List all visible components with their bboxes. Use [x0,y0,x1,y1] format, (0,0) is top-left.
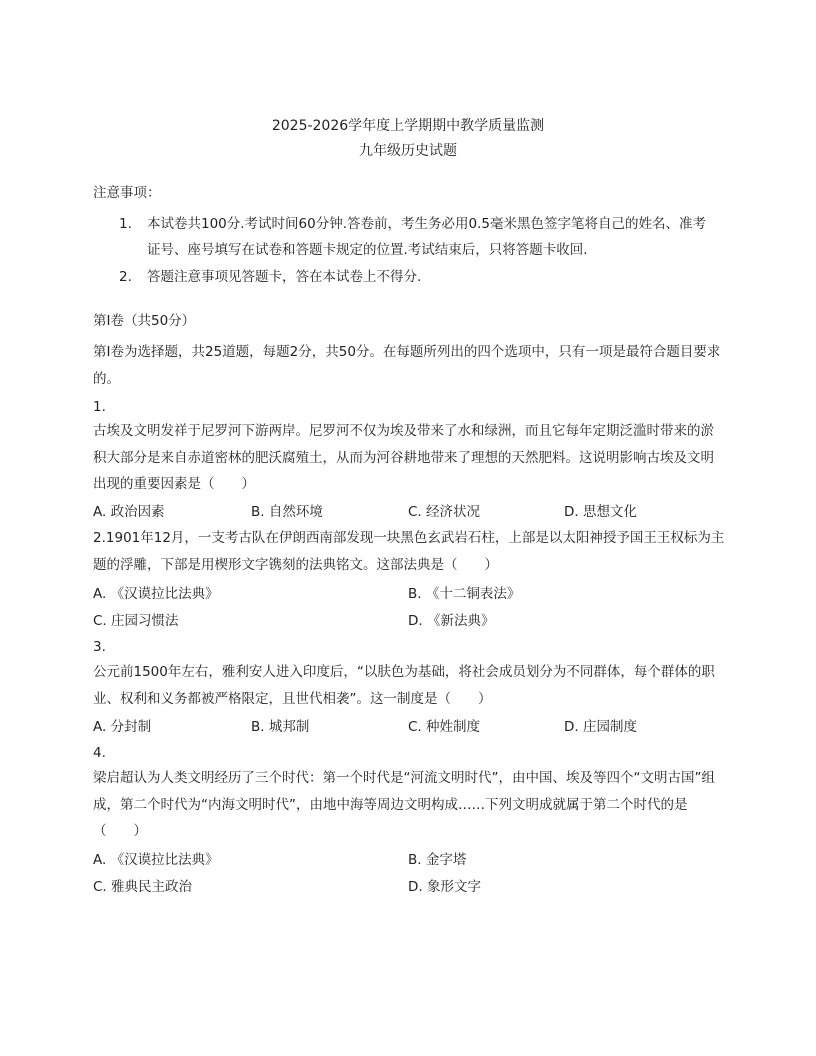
notice-heading: 注意事项： [93,185,161,201]
option-b: B. 《十二铜表法》 [408,586,521,602]
question-stem: 公元前1500年左右，雅利安人进入印度后，“以肤色为基础，将社会成员划分为不同群体，每个群体的职业、权利和义务都被严格限定，且世代相袭”。这一制度是（ ） [93,664,715,707]
question-number: 4. [93,745,106,761]
option-c: C. 经济状况 [408,504,481,520]
question-stem [93,525,725,578]
question-stem-text: 1901年12月，一支考古队在伊朗西南部发现一块黑色玄武岩石柱，上部是以太阳神授予国王王权标为主题的浮雕，下部是用楔形文字镌刻的法典铭文。这部法典是（ ） [93,530,725,573]
notice-item [119,211,719,263]
option-a: A. 政治因素 [93,504,165,520]
option-b: B. 城邦制 [251,719,310,735]
notice-item [119,264,719,290]
notice-item-number: 2. [119,269,132,285]
exam-title: 2025-2026学年度上学期期中教学质量监测 [271,118,545,134]
option-b: B. 金字塔 [408,852,467,868]
question-stem: 梁启超认为人类文明经历了三个时代：第一个时代是“河流文明时代”，由中国、埃及等四个“文明古国”组成，第二个时代为“内海文明时代”，由地中海等周边文明构成……下列文明成就属于第二个时代的是（ ） [93,770,715,839]
option-d: D. 庄园制度 [564,719,637,735]
option-a: A. 《汉谟拉比法典》 [93,852,219,868]
option-d: D. 《新法典》 [408,613,495,629]
option-d: D. 思想文化 [564,504,637,520]
option-c: C. 雅典民主政治 [93,879,193,895]
question-number: 1. [93,399,106,415]
notice-item-text: 本试卷共100分.考试时间60分钟.答卷前，考生务必用0.5毫米黑色签字笔将自己的姓名、准考证号、座号填写在试卷和答题卡规定的位置.考试结束后，只将答题卡收回. [147,216,706,258]
option-b: B. 自然环境 [251,504,323,520]
notice-item-text: 答题注意事项见答题卡，答在本试卷上不得分. [147,269,422,285]
question-number: 3. [93,639,106,655]
question-number: 2. [93,530,106,546]
question-stem: 古埃及文明发祥于尼罗河下游两岸。尼罗河不仅为埃及带来了水和绿洲，而且它每年定期泛滥时带来的淤积大部分是来自赤道密林的肥沃腐殖土，从而为河谷耕地带来了理想的天然肥料。这说明影响古埃及文明出现的重要因素是（ ） [93,423,714,492]
notice-item-number: 1. [119,216,132,232]
option-d: D. 象形文字 [408,879,481,895]
exam-subtitle: 九年级历史试题 [359,143,457,159]
option-a: A. 《汉谟拉比法典》 [93,586,219,602]
option-c: C. 种姓制度 [408,719,481,735]
section-title: 第Ⅰ卷（共50分） [93,313,196,329]
option-c: C. 庄园习惯法 [93,613,179,629]
section-intro: 第Ⅰ卷为选择题，共25道题，每题2分，共50分。在每题所列出的四个选项中，只有一项是最符合题目要求的。 [93,344,721,387]
option-a: A. 分封制 [93,719,152,735]
